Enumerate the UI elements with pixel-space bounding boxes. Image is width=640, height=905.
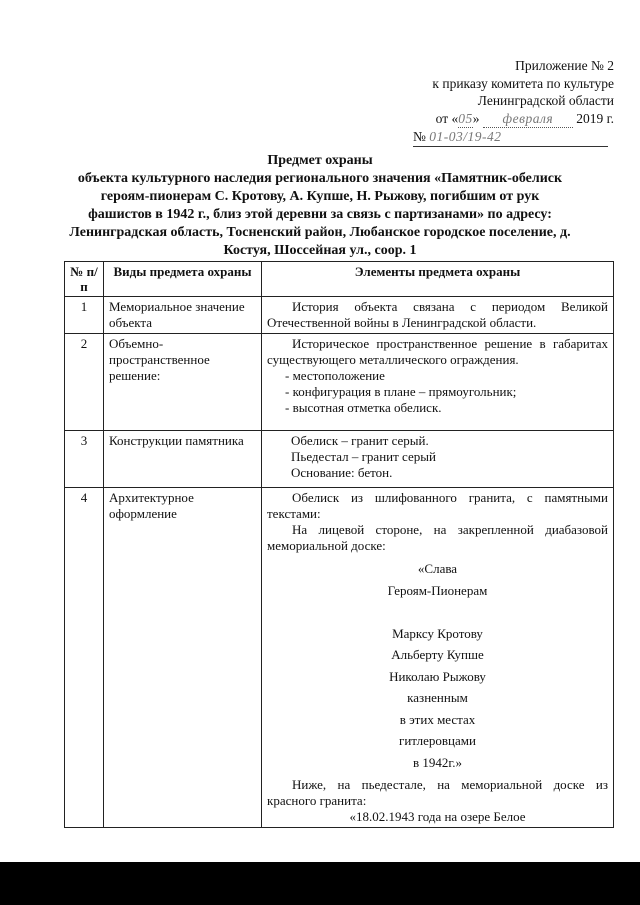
row-num: 3	[65, 431, 104, 488]
appendix-line-2: к приказу комитета по культуре	[432, 75, 614, 91]
appendix-block	[384, 57, 614, 147]
document-title	[40, 152, 600, 260]
list-item: - конфигурация в плане – прямоугольник;	[285, 384, 517, 399]
inscription-line: Марксу Кротову	[392, 625, 483, 641]
inscription-line: Альберту Купше	[391, 647, 484, 662]
title-line-6: Костуя, Шоссейная ул., соор. 1	[223, 243, 417, 258]
row-paragraph: Обелиск из шлифованного гранита, с памятными текстами:	[267, 490, 608, 521]
row-line: Обелиск – гранит серый.	[291, 433, 429, 448]
row-elements	[262, 334, 614, 431]
inscription-line: Николаю Рыжову	[389, 668, 486, 684]
row-text: Историческое пространственное решение в габаритах существующего металлического ограждения.	[267, 336, 608, 367]
table-row	[65, 431, 614, 488]
header-elements: Элементы предмета охраны	[262, 262, 614, 297]
row-kind: Мемориальное значение объекта	[104, 297, 262, 334]
inscription-line: в этих местах	[399, 711, 476, 727]
title-line-1: Предмет охраны	[267, 153, 373, 168]
date-mid: »	[472, 110, 480, 126]
inscription-line: гитлеровцами	[399, 733, 476, 748]
table-header-row	[65, 262, 614, 297]
appendix-number	[413, 128, 608, 147]
row-kind: Архитектурное оформление	[104, 488, 262, 828]
inscription-blank	[267, 601, 608, 623]
row-num: 2	[65, 334, 104, 431]
title-line-4: фашистов в 1942 г., близ этой деревни за связь с партизанами» по адресу:	[88, 207, 552, 222]
row-paragraph: На лицевой стороне, на закрепленной диабазовой мемориальной доске:	[267, 522, 608, 553]
table-row	[65, 297, 614, 334]
protection-table	[64, 261, 614, 828]
number-value: 01-03/19-42	[429, 129, 502, 144]
appendix-line-1: Приложение № 2	[515, 58, 614, 73]
table-row	[65, 334, 614, 431]
row-elements	[262, 297, 614, 334]
date-month: февраля	[483, 110, 573, 129]
inscription-line: «Слава	[417, 561, 458, 576]
inscription-line: казненным	[407, 690, 468, 705]
title-line-2: объекта культурного наследия регионального значения «Памятник-обелиск	[77, 171, 563, 186]
appendix-date	[384, 110, 614, 129]
header-num: № п/п	[65, 262, 104, 297]
number-prefix: №	[413, 129, 426, 144]
row-kind: Объемно-пространственное решение:	[104, 334, 262, 431]
table-row	[65, 488, 614, 828]
row-num: 4	[65, 488, 104, 828]
title-line-3: героям-пионерам С. Кротову, А. Купше, Н. Рыжову, погибшим от рук	[100, 189, 540, 204]
list-item: - высотная отметка обелиск.	[285, 400, 442, 415]
date-day: 05	[458, 110, 473, 129]
title-line-5: Ленинградская область, Тосненский район, Любанское городское поселение, д.	[69, 225, 571, 240]
inscription-line: в 1942г.»	[412, 754, 462, 770]
date-prefix: от «	[435, 110, 459, 126]
row-paragraph: Ниже, на пьедестале, на мемориальной доске из красного гранита:	[267, 777, 608, 808]
memorial-inscription	[267, 558, 608, 773]
inscription-line: Героям-Пионерам	[387, 582, 488, 598]
row-paragraph: «18.02.1943 года на озере Белое	[349, 809, 526, 824]
row-text: История объекта связана с периодом Великой Отечественной войны в Ленинградской области.	[267, 299, 608, 330]
list-item: - местоположение	[285, 368, 385, 383]
row-num: 1	[65, 297, 104, 334]
row-elements	[262, 488, 614, 828]
date-year: 2019 г.	[576, 110, 614, 126]
row-elements	[262, 431, 614, 488]
row-line: Основание: бетон.	[291, 465, 393, 480]
row-kind: Конструкции памятника	[104, 431, 262, 488]
appendix-line-3: Ленинградской области	[477, 93, 614, 108]
header-kind: Виды предмета охраны	[104, 262, 262, 297]
row-line: Пьедестал – гранит серый	[291, 449, 436, 464]
